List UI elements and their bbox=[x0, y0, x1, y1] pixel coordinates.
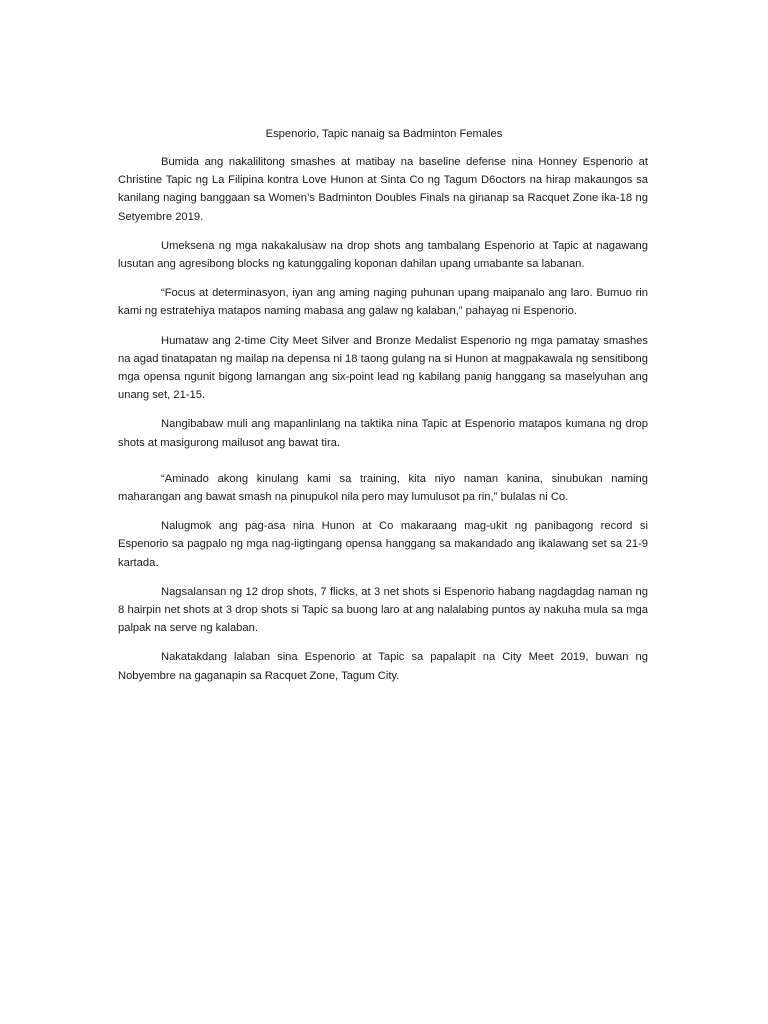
paragraph-6: “Aminado akong kinulang kami sa training, kita niyo naman kanina, sinubukan naming maharangan ang bawat smash na pinupukol nila pero may lumulusot pa rin,” bulalas ni Co. bbox=[118, 472, 648, 504]
paragraph-9: Nakatakdang lalaban sina Espenorio at Tapic sa papalapit na City Meet 2019, buwan ng Nobyembre na gaganapin sa Racquet Zone, Tagum City. bbox=[118, 651, 648, 682]
article-body bbox=[118, 153, 648, 696]
paragraph-8: Nagsalansan ng 12 drop shots, 7 flicks, at 3 net shots si Espenorio habang nagdagdag naman ng 8 hairpin net shots at 3 drop shots si Tapic sa buong laro at ang nalalabing puntos ay nakuha mula sa mga palpak na serve ng kalaban. bbox=[118, 585, 648, 635]
paragraph-3: “Focus at determinasyon, iyan ang aming naging puhunan upang maipanalo ang laro. Bumuo rin kami ng estratehiya matapos naming mabasa ang galaw ng kalaban,” pahayag ni Espenorio. bbox=[118, 287, 648, 318]
article-title: Espenorio, Tapic nanaig sa Badminton Females bbox=[265, 128, 503, 140]
paragraph-1: Bumida ang nakalilitong smashes at matibay na baseline defense nina Honney Espenorio at Christine Tapic ng La Filipina kontra Love Hunon at Sinta Co ng Tagum D6octors na hirap makaungos sa kanilang naging banggaan sa Women’s Badminton Doubles Finals na ginanap sa Racquet Zone ika-18 ng Setyembre 2019. bbox=[118, 156, 648, 223]
paragraph-4: Humataw ang 2-time City Meet Silver and Bronze Medalist Espenorio ng mga pamatay smashes na agad tinatapatan ng mailap na depensa ni 18 taong gulang na si Hunon at magpakawala ng sensitibong mga opensa ngunit bigong lamangan ang six-point lead ng kabilang panig hanggang sa maselyuhan ang unang set, 21-15. bbox=[118, 334, 648, 402]
paragraph-7: Nalugmok ang pag-asa nina Hunon at Co makaraang mag-ukit ng panibagong record si Espenorio sa pagpalo ng mga nag-iigtingang opensa hanggang sa makandado ang ikalawang set sa 21-9 kartada. bbox=[118, 520, 648, 569]
paragraph-2: Umeksena ng mga nakakalusaw na drop shots ang tambalang Espenorio at Tapic at nagawang lusutan ang agresibong blocks ng katunggaling koponan dahilan upang umabante sa labanan. bbox=[118, 239, 648, 271]
paragraph-5: Nangibabaw muli ang mapanlinlang na taktika nina Tapic at Espenorio matapos kumana ng drop shots at masigurong mailusot ang bawat tira. bbox=[118, 418, 648, 449]
